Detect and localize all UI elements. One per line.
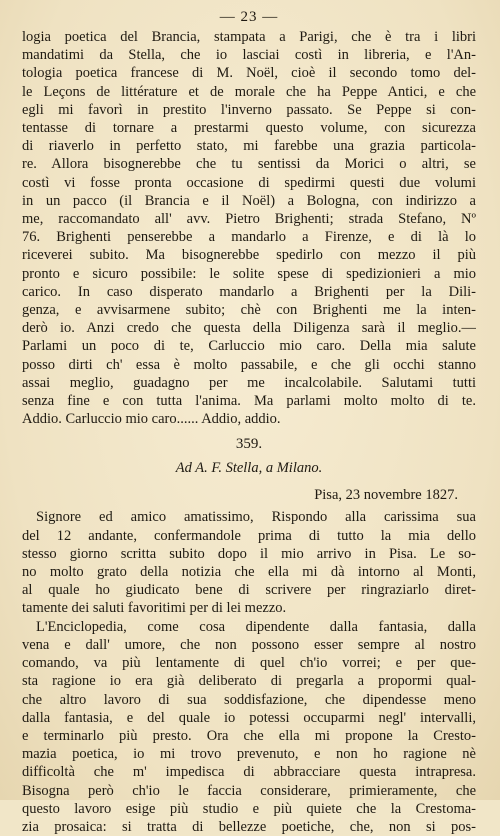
text-line: assai meglio, guadagno per me incalcolabile. Salutami tutti [22, 374, 476, 391]
text-line: costì vi fosse pronta occasione di spedirmi questi due volumi [22, 174, 476, 191]
text-line: vena e dall' umore, che non possono esser sempre al nostro [22, 636, 476, 653]
text-line: del 12 andante, confermandole prima di tutto la mia dello [22, 527, 476, 544]
text-line: carico. In caso disperato mandarlo a Brighenti per la Dili- [22, 283, 476, 300]
text-line: pronto e sicuro possibile: le solite spese di spedizionieri a mio [22, 265, 476, 282]
text-line: no molto grato della notizia che ella mi dà intorno al Monti, [22, 564, 476, 581]
text-line: Addio. Carluccio mio caro...... Addio, addio. [22, 411, 281, 428]
text-line: difficoltà che m' impedisca di abbracciare questa intrapresa. [22, 764, 476, 781]
text-line: logia poetica del Brancia, stampata a Parigi, che è tra i libri [22, 29, 476, 45]
letter-heading: Ad A. F. Stella, a Milano. [175, 460, 323, 477]
letter-date: Pisa, 23 novembre 1827. [314, 487, 458, 504]
text-line: mandatimi da Stella, che io lasciai costì in libreria, e l'An- [22, 47, 476, 64]
text-line: posso dirti ch' essa è molto passabile, e che gli occhi stanno [22, 356, 476, 373]
text-line: egli mi favorì in prestito l'inverno passato. Se Peppe si con- [22, 101, 476, 118]
text-line: Bisogna però ch'io le faccia considerare, primieramente, che [22, 782, 476, 799]
text-line: tentasse di tornare a prestarmi questo volume, con sicurezza [22, 120, 476, 137]
text-line: 76. Brighenti penserebbe a mandarlo a Firenze, e di là lo [22, 229, 476, 246]
page-number: — 23 — [219, 9, 279, 25]
text-line: comando, va più lentamente di quel ch'io vorrei; e per que- [22, 655, 476, 672]
letter-body [22, 508, 476, 836]
text-line: e terminarlo più presto. Ora che ella mi propone la Cresto- [22, 727, 476, 744]
text-line: genza, e avvisarmene subito; chè con Brighenti me la inten- [22, 302, 476, 319]
text-line: tamente dei saluti favoritimi per di lei mezzo. [22, 600, 287, 617]
text-line: riceverei subito. Ma bisognerebbe spedirlo con mezzo il più [22, 247, 476, 264]
text-line: al quale ho giudicato bene di scrivere per ringraziarlo diret- [22, 582, 476, 599]
text-line: senza fine e con tutta l'anima. Ma parlami molto molto di te. [22, 393, 476, 410]
text-line: Parlami un poco di te, Carluccio mio caro. Della mia salute [22, 338, 476, 355]
text-line: Signore ed amico amatissimo, Rispondo alla carissima sua [36, 509, 476, 526]
text-line: le Leçons de littérature et de morale che ha Peppe Antici, e che [22, 83, 476, 100]
text-line: L'Enciclopedia, come cosa dipendente dalla fantasia, dalla [36, 618, 476, 635]
letter-number: 359. [235, 436, 263, 453]
text-line: re. Allora bisognerebbe che tu sentissi da Morici o altri, se [22, 156, 476, 173]
text-line: stesso giorno scritta subito dopo il mio arrivo in Pisa. Le so- [22, 545, 476, 562]
text-line: zia prosaica: si tratta di bellezze poetiche, che, non si pos- [22, 818, 476, 835]
text-line: in un pacco (il Brancia e il Noël) a Bologna, con indirizzo a [22, 192, 476, 209]
text-line: sta ragione io era già deliberato di pregarla a propormi qual- [22, 673, 476, 690]
text-line: derò io. Anzi credo che questa della Diligenza sarà il meglio.— [22, 320, 476, 337]
text-line: me, raccomandato all' avv. Pietro Brighenti; strada Stefano, Nº [22, 211, 476, 228]
letter-continuation [22, 28, 476, 428]
text-line: che altro lavoro di sua soddisfazione, che dipendesse meno [22, 691, 476, 708]
text-line: tologia poetica francese di M. Noël, cioè il secondo tomo del- [22, 65, 476, 82]
text-line: mazia poetica, io mi trovo prevenuto, e non ho ragione nè [22, 746, 476, 763]
text-line: di riaverlo in perfetto stato, mi farebbe una grazia particola- [22, 138, 476, 155]
text-line: questo lavoro esige più studio e più quiete che la Crestoma- [22, 800, 476, 817]
text-line: dalla fantasia, e del quale io potessi occuparmi negl' intervalli, [22, 709, 476, 726]
